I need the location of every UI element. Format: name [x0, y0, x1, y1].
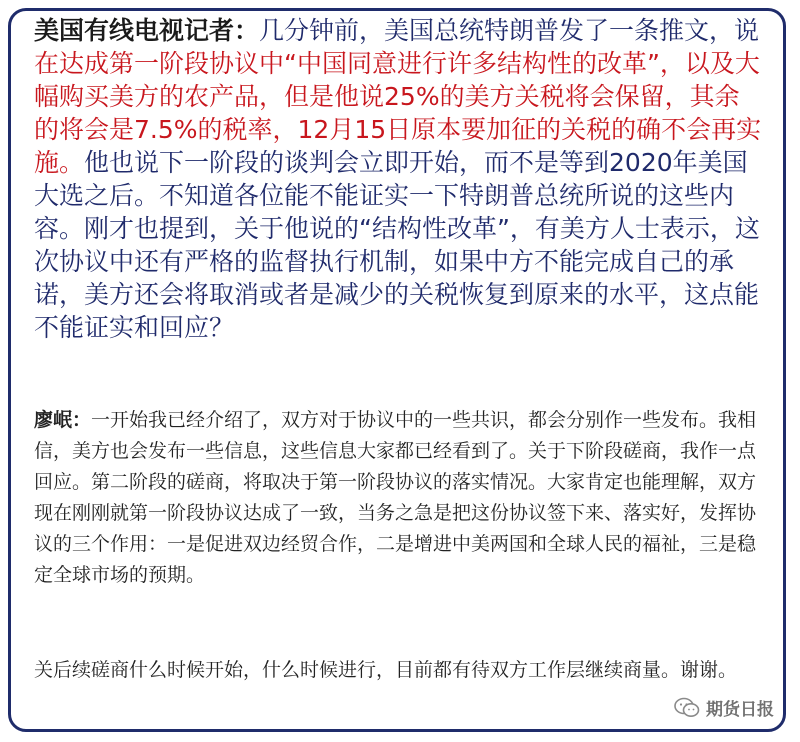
answer-paragraph-2 [34, 655, 764, 686]
question-text-intro: 几分钟前，美国总统特朗普发了一条推文，说 [259, 16, 760, 45]
question-text-rest: 他也说下一阶段的谈判会立即开始，而不是等到2020年美国大选之后。不知道各位能不能证实一下特朗普总统所说的这些内容。刚才也提到，关于他说的“结构性改革”，有美方人士表示，这次协议中还有严格的监督执行机制，如果中方不能完成自己的承诺，美方还会将取消或者是减少的关税恢复到原来的水平，这点能不能证实和回应？ [34, 148, 760, 342]
answer-text-2: 关后续磋商什么时候开始，什么时候进行，目前都有待双方工作层继续商量。谢谢。 [34, 659, 738, 681]
reporter-question [34, 14, 764, 344]
answer-speaker: 廖岷： [34, 409, 92, 431]
wechat-icon [674, 697, 700, 719]
question-speaker: 美国有线电视记者： [34, 16, 260, 45]
question-text-highlight: 在达成第一阶段协议中“中国同意进行许多结构性的改革”，以及大幅购买美方的农产品，但是他说25%的美方关税将会保留，其余的将会是7.5%的税率，12月15日原本要加征的关税的确不会再实施。 [34, 49, 762, 177]
answer-text: 一开始我已经介绍了，双方对于协议中的一些共识，都会分别作一些发布。我相信，美方也会发布一些信息，这些信息大家都已经看到了。关于下阶段磋商，我作一点回应。第二阶段的磋商，将取决于第一阶段协议的落实情况。大家肯定也能理解，双方现在刚刚就第一阶段协议达成了一致，当务之急是把这份协议签下来、落实好，发挥协议的三个作用：一是促进双边经贸合作，二是增进中美两国和全球人民的福祉，三是稳定全球市场的预期。 [34, 409, 757, 586]
answer-paragraph [34, 405, 764, 591]
watermark [674, 695, 774, 720]
watermark-label: 期货日报 [706, 700, 774, 720]
